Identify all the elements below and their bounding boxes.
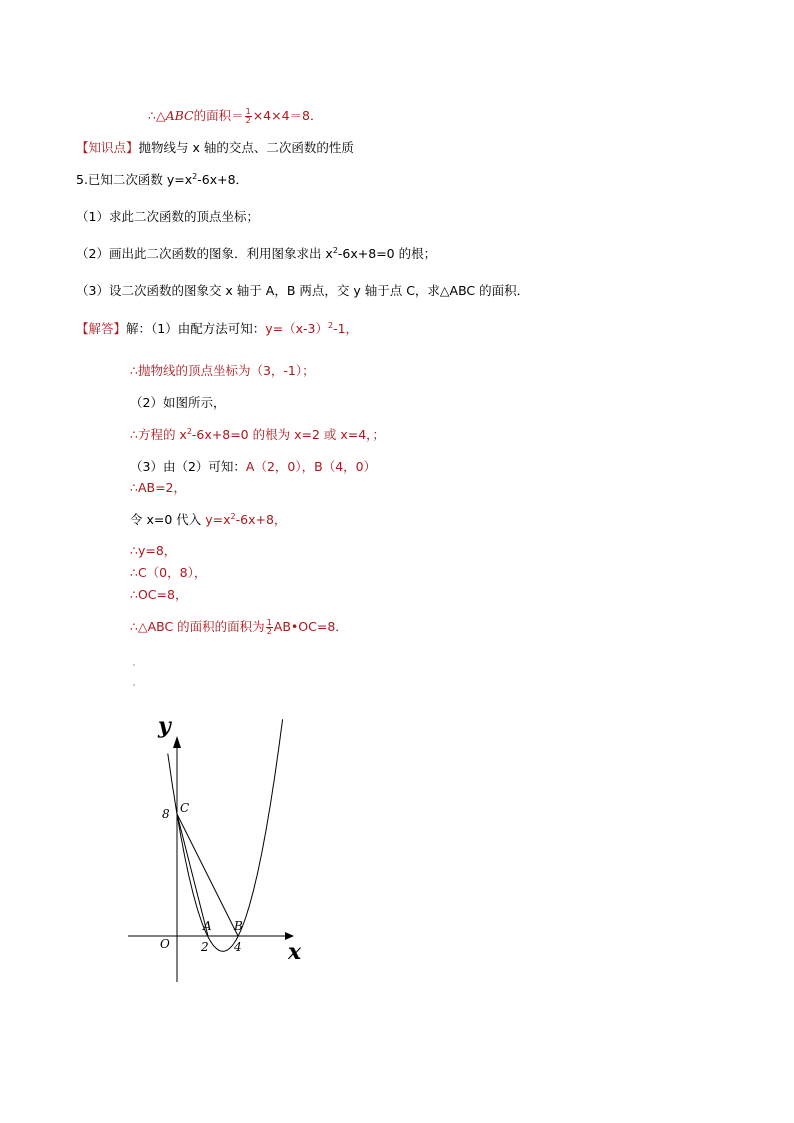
solution-line-2: ∴抛物线的顶点坐标为（3，-1）； bbox=[130, 363, 315, 378]
fraction-one-half: $\frac{1}{2}$ bbox=[266, 618, 272, 636]
knowledge-point bbox=[76, 139, 354, 157]
solution-line-9: ∴C（0，8）， bbox=[130, 565, 207, 580]
area-text: 的面积＝ bbox=[193, 108, 244, 123]
solution-line-6: ∴AB=2， bbox=[130, 480, 187, 495]
solution-line-1: 【解答】解：（1）由配方法可知：$y=(x-3)^2-1$， bbox=[76, 321, 359, 336]
question-2: （2）画出此二次函数的图象．利用图象求出 $x^2-6x+8=0$ 的根； bbox=[76, 246, 437, 261]
faint-dot bbox=[133, 684, 135, 686]
solution-line-4: ∴方程的 $x^2-6x+8=0$ 的根为 x=2 或 x=4，； bbox=[130, 427, 385, 442]
segment-cb bbox=[177, 814, 238, 936]
solution-line-3: （2）如图所示， bbox=[130, 395, 226, 410]
therefore-symbol: ∴△ bbox=[148, 108, 166, 123]
solution-line-10: ∴OC=8， bbox=[130, 587, 188, 602]
parabola-figure bbox=[110, 700, 330, 1000]
tick-four-label: 4 bbox=[234, 940, 242, 954]
point-b-label: B bbox=[234, 919, 243, 933]
x-axis-label: x bbox=[288, 939, 302, 965]
knowledge-point-label: 【知识点】 bbox=[76, 140, 139, 155]
solution-line-8: ∴y=8， bbox=[130, 543, 177, 558]
point-a-label: A bbox=[203, 919, 212, 933]
parabola-curve bbox=[168, 719, 283, 951]
y-axis-arrow bbox=[173, 736, 181, 748]
fraction-one-half: $\frac{1}{2}$ bbox=[245, 107, 251, 125]
origin-label: O bbox=[160, 937, 170, 951]
y-axis-label: y bbox=[158, 713, 171, 739]
question-1: （1）求此二次函数的顶点坐标； bbox=[76, 209, 259, 224]
segment-ca bbox=[177, 814, 208, 936]
question-3: （3）设二次函数的图象交 x 轴于 A，B 两点，交 y 轴于点 C，求△ABC 的面积． bbox=[76, 283, 530, 298]
prev-answer-line bbox=[148, 107, 323, 125]
solution-line-7: 令 x=0 代入 $y=x^2-6x+8$， bbox=[130, 512, 287, 527]
solution-line-11: ∴△ABC 的面积的面积为 $\frac{1}{2}$ AB•OC=8． bbox=[130, 618, 348, 636]
faint-dot bbox=[133, 664, 135, 666]
knowledge-point-text: 抛物线与 x 轴的交点、二次函数的性质 bbox=[138, 140, 354, 155]
y-eight-label: 8 bbox=[162, 807, 170, 821]
area-calc: ×4×4＝8． bbox=[252, 108, 323, 123]
problem-stem: 5.已知二次函数 $y=x^2-6x+8$． bbox=[76, 172, 249, 187]
solution-line-5: （3）由（2）可知：A（2，0），B（4，0） bbox=[130, 459, 377, 474]
point-c-label: C bbox=[180, 801, 190, 815]
tick-two-label: 2 bbox=[201, 940, 209, 954]
solution-label: 【解答】 bbox=[76, 321, 127, 336]
triangle-name: ABC bbox=[165, 108, 194, 123]
